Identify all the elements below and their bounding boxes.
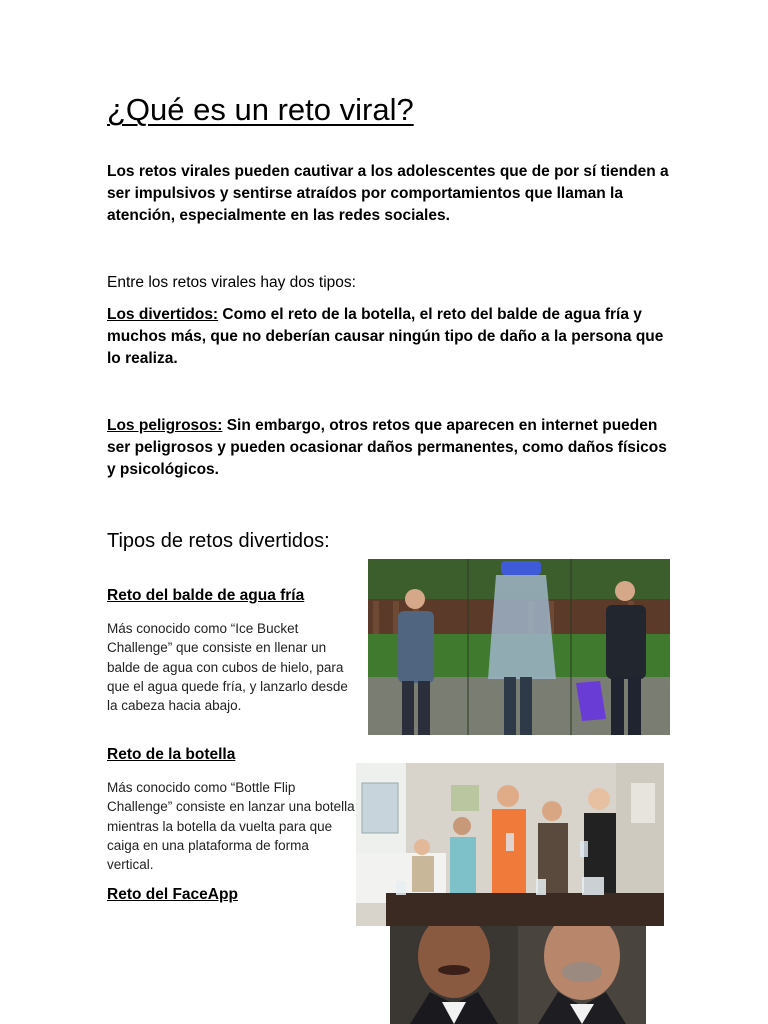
challenge-text-bottle: Más conocido como “Bottle Flip Challenge” consiste en lanzar una botella mientras la botella da vuelta para que caiga en una plataforma de forma vertical. (107, 780, 355, 873)
dangerous-text: Sin embargo, otros retos que aparecen en internet pueden ser peligrosos y pueden ocasionar daños permanentes, como daños físicos y psicológicos. (107, 417, 667, 478)
fun-text: Como el reto de la botella, el reto del balde de agua fría y muchos más, que no deberían causar ningún tipo de daño a la persona que lo realiza. (107, 306, 664, 367)
dangerous-paragraph (107, 415, 677, 481)
challenge-heading-bottle: Reto de la botella (107, 746, 236, 763)
dangerous-label: Los peligrosos: (107, 417, 223, 434)
bottle-flip-photo (356, 763, 664, 926)
intro-paragraph: Los retos virales pueden cautivar a los adolescentes que de por sí tienden a ser impulsivos y sentirse atraídos por comportamientos que llaman la atención, especialmente en las redes sociales. (107, 163, 669, 224)
ice-bucket-photo (368, 559, 670, 735)
faceapp-photo (390, 926, 646, 1024)
fun-paragraph (107, 304, 677, 370)
section-title: Tipos de retos divertidos: (107, 530, 330, 552)
challenge-heading-faceapp: Reto del FaceApp (107, 886, 238, 903)
types-intro: Entre los retos virales hay dos tipos: (107, 274, 356, 291)
challenge-text-ice-bucket: Más conocido como “Ice Bucket Challenge” que consiste en llenar un balde de agua con cubos de hielo, para que el agua quede fría, y lanzarlo desde la cabeza hacia abajo. (107, 621, 348, 714)
fun-label: Los divertidos: (107, 306, 219, 323)
challenge-heading-ice-bucket: Reto del balde de agua fría (107, 587, 305, 604)
page-title: ¿Qué es un reto viral? (107, 92, 414, 127)
